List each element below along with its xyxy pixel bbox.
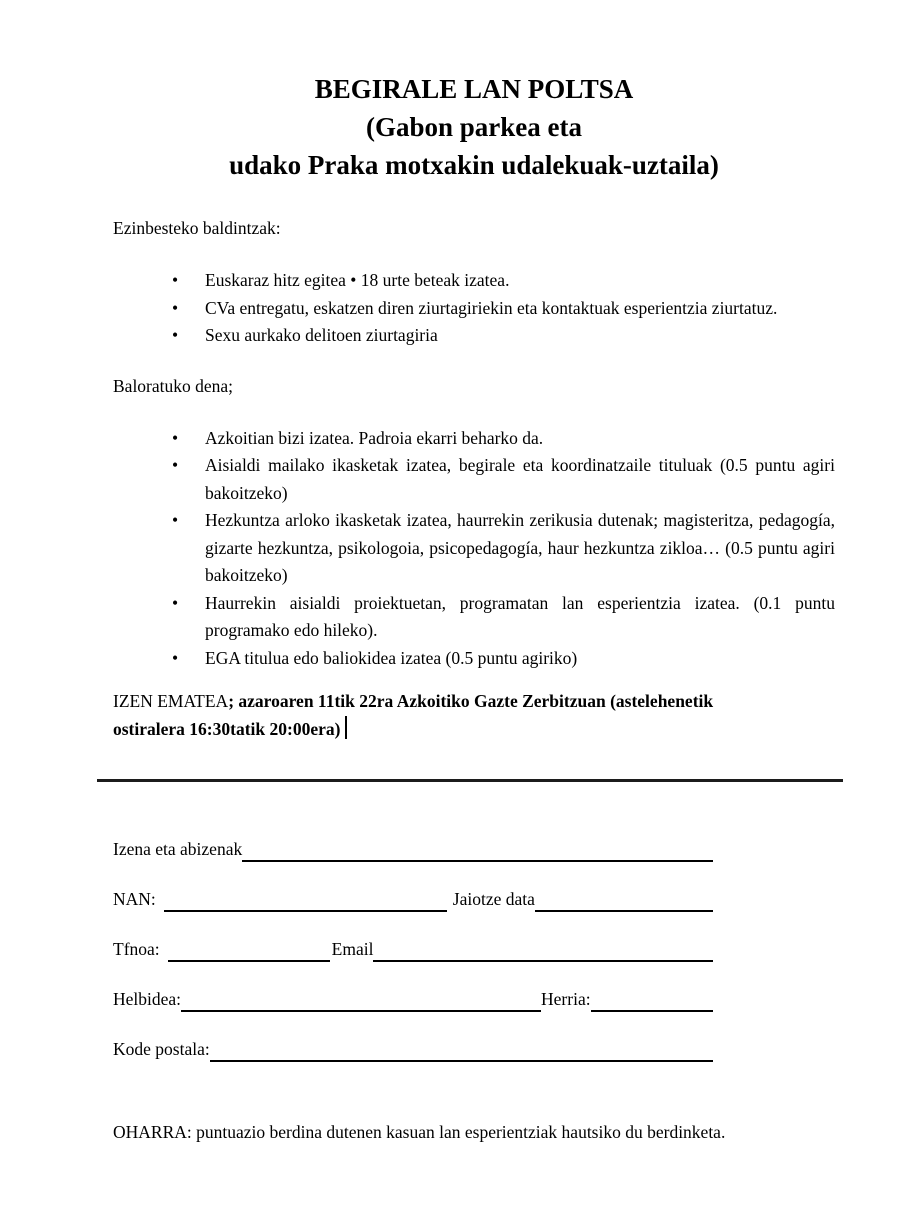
application-form: [113, 836, 713, 1063]
field-label-nan: NAN:: [113, 889, 156, 909]
list-item: • Azkoitian bizi izatea. Padroia ekarri beharko da.: [205, 425, 835, 453]
field-line-town[interactable]: [591, 1010, 713, 1012]
registration-details-line-2: ostiralera 16:30tatik 20:00era): [113, 718, 341, 739]
form-row-postal-code: [113, 1036, 713, 1063]
section-heading-requirements: Ezinbesteko baldintzak:: [113, 218, 281, 238]
field-line-phone[interactable]: [168, 960, 330, 962]
registration-info: [113, 688, 835, 743]
form-row-phone-email: [113, 936, 713, 963]
document-title-line-2: (Gabon parkea eta: [366, 112, 582, 142]
list-item: • Sexu aurkako delitoen ziurtagiria: [205, 322, 835, 350]
document-title-line-1: BEGIRALE LAN POLTSA: [314, 74, 634, 104]
list-item: • Hezkuntza arloko ikasketak izatea, haurrekin zerikusia dutenak; magisteritza, pedagogía, gizarte hezkuntza, psikologoia, psicopedagogía, haur hezkuntza zikloa… (0.5 puntu agiri bakoitzeko): [205, 507, 835, 590]
list-item: • CVa entregatu, eskatzen diren ziurtagiriekin eta kontaktuak esperientzia ziurtatuz.: [205, 295, 835, 323]
field-line-nan[interactable]: [164, 910, 447, 912]
field-label-address: Helbidea:: [113, 989, 182, 1009]
registration-label: IZEN EMATEA: [113, 691, 229, 711]
field-label-postal-code: Kode postala:: [113, 1039, 210, 1059]
field-label-phone: Tfnoa:: [113, 939, 160, 959]
section-heading-valued: Baloratuko dena;: [113, 375, 234, 396]
form-row-name: [113, 836, 713, 863]
registration-details-line-1: ; azaroaren 11tik 22ra Azkoitiko Gazte Zerbitzuan (astelehenetik: [228, 691, 714, 711]
field-label-birthdate: Jaiotze data: [452, 889, 535, 909]
requirements-list: [113, 267, 835, 350]
form-row-address-town: [113, 986, 713, 1013]
field-line-name[interactable]: [242, 860, 713, 862]
field-line-email[interactable]: [373, 960, 713, 962]
document-title: [113, 70, 835, 184]
field-label-name: Izena eta abizenak: [113, 839, 243, 859]
list-item: • Euskaraz hitz egitea • 18 urte beteak izatea.: [205, 267, 835, 295]
list-item: • Haurrekin aisialdi proiektuetan, programatan lan esperientzia izatea. (0.1 puntu programako edo hileko).: [205, 590, 835, 645]
list-item: • Aisialdi mailako ikasketak izatea, begirale eta koordinatzaile tituluak (0.5 puntu agiri bakoitzeko): [205, 452, 835, 507]
list-item: • EGA titulua edo baliokidea izatea (0.5 puntu agiriko): [205, 645, 835, 673]
field-label-email: Email: [331, 939, 374, 959]
field-label-town: Herria:: [541, 989, 591, 1009]
tiebreaker-note: OHARRA: puntuazio berdina dutenen kasuan lan esperientziak hautsiko du berdinketa.: [113, 1122, 726, 1142]
field-line-address[interactable]: [181, 1010, 541, 1012]
document-title-line-3: udako Praka motxakin udalekuak-uztaila): [229, 150, 719, 180]
form-row-id-birthdate: [113, 886, 713, 913]
section-divider: [97, 779, 843, 782]
field-line-postal-code[interactable]: [210, 1060, 713, 1062]
text-cursor: [345, 716, 347, 739]
valued-criteria-list: [113, 425, 835, 673]
field-line-birthdate[interactable]: [535, 910, 713, 912]
